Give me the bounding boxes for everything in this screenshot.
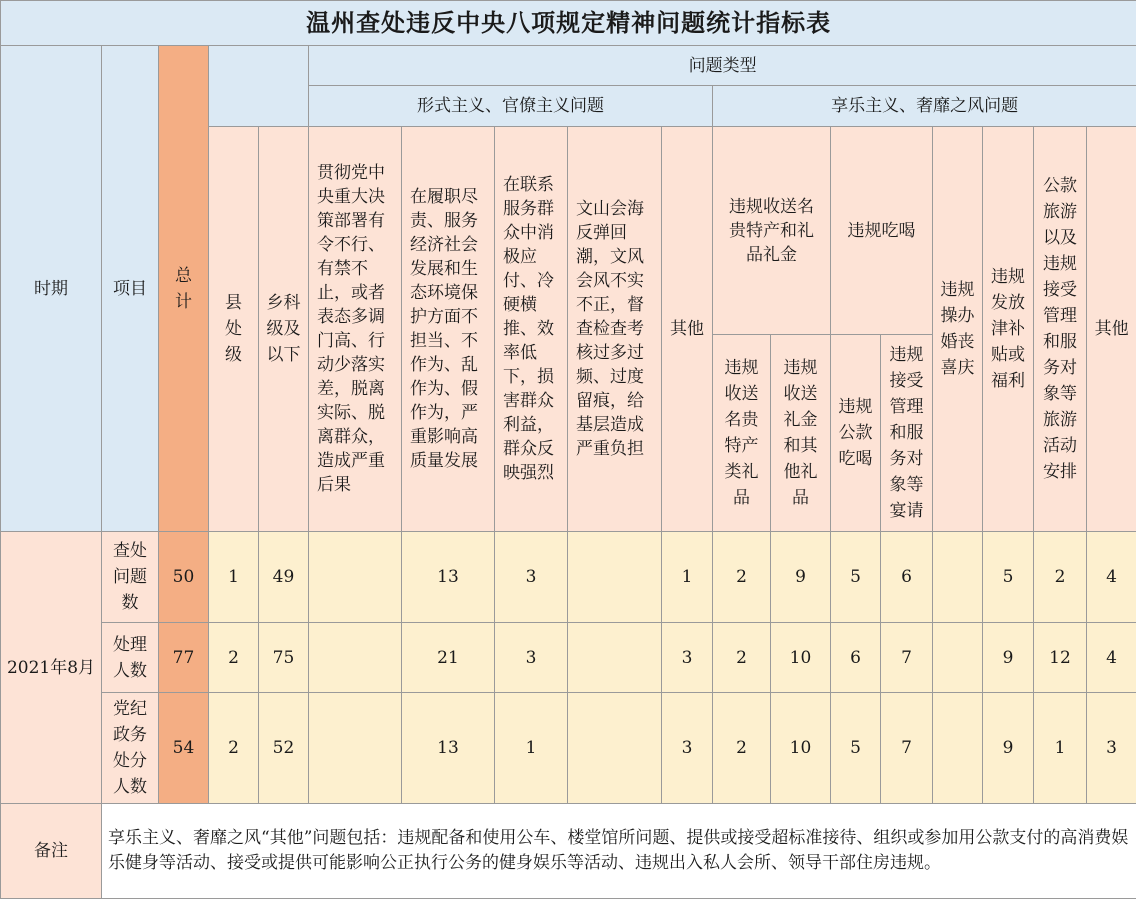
h2-cell: 10 xyxy=(771,693,831,804)
public-dining-header: 违规公款吃喝 xyxy=(831,335,881,532)
formalism-col-3-header: 在联系服务群众中消极应付、冷硬横推、效率低下，损害群众利益，群众反映强烈 xyxy=(495,127,568,532)
f2-cell: 13 xyxy=(402,532,495,623)
f5-cell: 3 xyxy=(662,693,713,804)
problem-type-header: 问题类型 xyxy=(309,46,1136,86)
table-row xyxy=(1,532,1136,623)
total-cell: 77 xyxy=(159,623,209,693)
f2-cell: 21 xyxy=(402,623,495,693)
f5-cell: 1 xyxy=(662,532,713,623)
h8-cell: 4 xyxy=(1087,532,1136,623)
allowance-header: 违规发放津补贴或福利 xyxy=(983,127,1034,532)
dining-group-header: 违规吃喝 xyxy=(831,127,933,335)
h4-cell: 6 xyxy=(881,532,933,623)
h7-cell: 2 xyxy=(1034,532,1087,623)
h6-cell: 9 xyxy=(983,623,1034,693)
total-header: 总计 xyxy=(159,46,209,532)
formalism-col-1-header: 贯彻党中央重大决策部署有令不行、有禁不止，或者表态多调门高、行动少落实差，脱离实际、脱离群众，造成严重后果 xyxy=(309,127,402,532)
item-header: 项目 xyxy=(102,46,159,532)
hedonism-header: 享乐主义、奢靡之风问题 xyxy=(713,86,1136,127)
township-cell: 49 xyxy=(259,532,309,623)
h6-cell: 5 xyxy=(983,532,1034,623)
f5-cell: 3 xyxy=(662,623,713,693)
f4-cell xyxy=(568,623,662,693)
h3-cell: 5 xyxy=(831,532,881,623)
h4-cell: 7 xyxy=(881,693,933,804)
h6-cell: 9 xyxy=(983,693,1034,804)
township-level-header: 乡科级及以下 xyxy=(259,127,309,532)
county-cell: 2 xyxy=(209,623,259,693)
h8-cell: 4 xyxy=(1087,623,1136,693)
county-level-header: 县处级 xyxy=(209,127,259,532)
h5-cell xyxy=(933,532,983,623)
table-row xyxy=(1,693,1136,804)
total-cell: 54 xyxy=(159,693,209,804)
f1-cell xyxy=(309,623,402,693)
formalism-other-header: 其他 xyxy=(662,127,713,532)
county-cell: 1 xyxy=(209,532,259,623)
f3-cell: 3 xyxy=(495,623,568,693)
h2-cell: 10 xyxy=(771,623,831,693)
h3-cell: 6 xyxy=(831,623,881,693)
level-header-blank xyxy=(209,46,309,127)
h1-cell: 2 xyxy=(713,623,771,693)
h1-cell: 2 xyxy=(713,532,771,623)
row-label: 处理人数 xyxy=(102,623,159,693)
f2-cell: 13 xyxy=(402,693,495,804)
f3-cell: 3 xyxy=(495,532,568,623)
note-text: 享乐主义、奢靡之风“其他”问题包括：违规配备和使用公车、楼堂馆所问题、提供或接受超标准接待、组织或参加用公款支付的高消费娱乐健身等活动、接受或提供可能影响公正执行公务的健身娱乐等活动、违规出入私人会所、领导干部住房违规。 xyxy=(102,804,1136,899)
f1-cell xyxy=(309,693,402,804)
note-label: 备注 xyxy=(1,804,102,899)
period-header: 时期 xyxy=(1,46,102,532)
f1-cell xyxy=(309,532,402,623)
township-cell: 52 xyxy=(259,693,309,804)
gift-money-header: 违规收送礼金和其他礼品 xyxy=(771,335,831,532)
h7-cell: 1 xyxy=(1034,693,1087,804)
h4-cell: 7 xyxy=(881,623,933,693)
f4-cell xyxy=(568,532,662,623)
table-row xyxy=(1,623,1136,693)
h8-cell: 3 xyxy=(1087,693,1136,804)
formalism-col-4-header: 文山会海反弹回潮，文风会风不实不正，督查检查考核过多过频、过度留痕，给基层造成严重负担 xyxy=(568,127,662,532)
wedding-header: 违规操办婚丧喜庆 xyxy=(933,127,983,532)
banquet-header: 违规接受管理和服务对象等宴请 xyxy=(881,335,933,532)
h5-cell xyxy=(933,623,983,693)
travel-header: 公款旅游以及违规接受管理和服务对象等旅游活动安排 xyxy=(1034,127,1087,532)
row-label: 党纪政务处分人数 xyxy=(102,693,159,804)
total-cell: 50 xyxy=(159,532,209,623)
period-cell: 2021年8月 xyxy=(1,532,102,804)
row-label: 查处问题数 xyxy=(102,532,159,623)
hedonism-other-header: 其他 xyxy=(1087,127,1136,532)
formalism-header: 形式主义、官僚主义问题 xyxy=(309,86,713,127)
table-title: 温州查处违反中央八项规定精神问题统计指标表 xyxy=(1,1,1136,46)
f3-cell: 1 xyxy=(495,693,568,804)
gift-specialty-header: 违规收送名贵特产类礼品 xyxy=(713,335,771,532)
county-cell: 2 xyxy=(209,693,259,804)
h2-cell: 9 xyxy=(771,532,831,623)
h1-cell: 2 xyxy=(713,693,771,804)
gift-group-header: 违规收送名贵特产和礼品礼金 xyxy=(713,127,831,335)
h3-cell: 5 xyxy=(831,693,881,804)
township-cell: 75 xyxy=(259,623,309,693)
h5-cell xyxy=(933,693,983,804)
f4-cell xyxy=(568,693,662,804)
formalism-col-2-header: 在履职尽责、服务经济社会发展和生态环境保护方面不担当、不作为、乱作为、假作为，严重影响高质量发展 xyxy=(402,127,495,532)
h7-cell: 12 xyxy=(1034,623,1087,693)
